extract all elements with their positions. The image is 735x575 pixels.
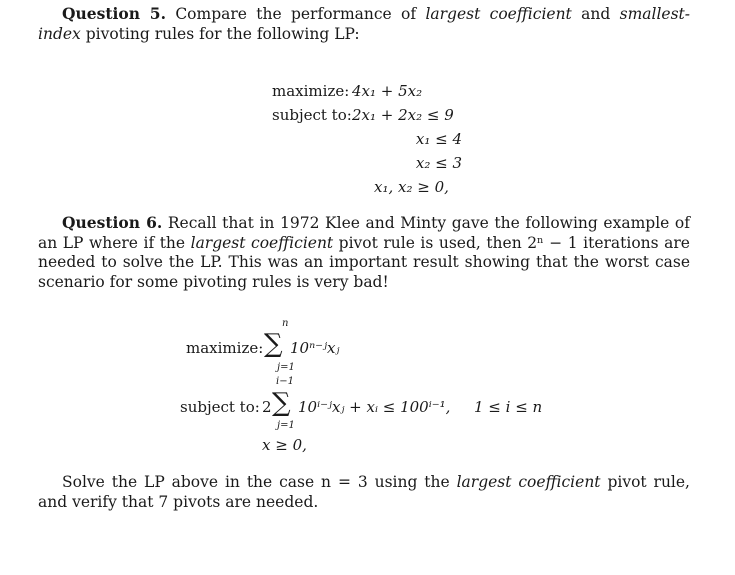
question-6-paragraph [38,213,690,292]
question-5-title: Question 5. [62,4,166,23]
lp1-subject-to-label: subject to: [272,106,352,124]
lp2-sum1-upper: n [282,318,289,329]
largest-coefficient-term: largest coefficient [425,5,572,23]
lp2-maximize-label: maximize: [186,339,264,357]
lp2-objective-term: 10ⁿ⁻ʲxⱼ [290,339,340,357]
lp2-constraint-term: 10ⁱ⁻ʲxⱼ + xᵢ ≤ 100ⁱ⁻¹, [298,398,451,416]
largest-coefficient-term: largest coefficient [190,233,334,252]
question-5-text-b: and [581,5,611,23]
lp2-sum1-lower: j=1 [277,362,295,373]
lp1-objective: 4x₁ + 5x₂ [352,82,423,100]
smallest-index-term: smallest-index [38,5,691,43]
question-5-text-a: Compare the performance of [175,5,417,23]
question-6-text-b: pivot rule is used, then 2ⁿ − 1 iterations are needed to solve the LP. This was an important result showing that the worst case scenario for some pivoting rules is very bad! [38,233,690,291]
lp1-constraint-2: x₁ ≤ 4 [415,130,462,148]
lp2-index-range: 1 ≤ i ≤ n [474,398,543,416]
lp2-subject-to-label: subject to: [180,398,260,416]
lp1-constraint-3: x₂ ≤ 3 [415,154,462,172]
lp2-coefficient: 2 [262,398,272,416]
question-5-text-c: pivoting rules for the following LP: [85,24,360,43]
question-6-text-a: Recall that in 1972 Klee and Minty gave the following example of an LP where if the [38,214,690,252]
largest-coefficient-term: largest coefficient [456,473,601,491]
lp2-nonnegativity: x ≥ 0, [262,436,307,454]
question-5-paragraph [38,4,690,44]
instruction-text-b: pivot rule, and verify that 7 pivots are needed. [38,473,690,511]
lp1-nonnegativity: x₁, x₂ ≥ 0, [374,178,449,196]
sum-symbol-icon: ∑ [272,388,291,418]
exercise-instruction-paragraph [38,473,690,512]
lp2-sum2-upper: i−1 [276,376,294,387]
question-6-title: Question 6. [62,213,163,232]
instruction-text-a: Solve the LP above in the case n = 3 using the [62,473,450,491]
lp2-sum2-lower: j=1 [277,420,295,431]
lp1-constraint-1: 2x₁ + 2x₂ ≤ 9 [352,106,454,124]
lp1-maximize-label: maximize: [272,82,350,100]
sum-symbol-icon: ∑ [264,329,283,359]
